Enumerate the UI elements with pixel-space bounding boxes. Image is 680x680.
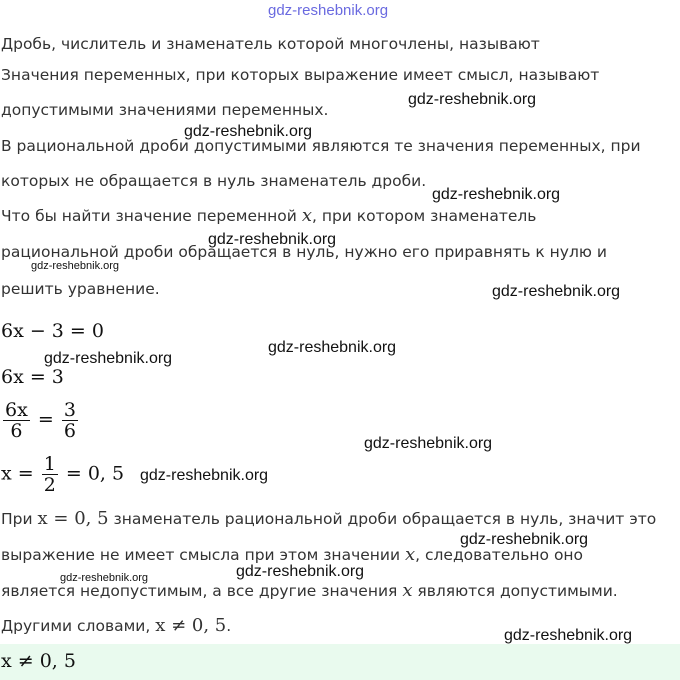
watermark: gdz-reshebnik.org xyxy=(504,627,633,644)
fraction xyxy=(3,400,30,441)
fraction xyxy=(42,454,58,495)
watermark: gdz-reshebnik.org xyxy=(364,435,493,452)
fraction-numerator: 6x xyxy=(5,399,28,421)
text-span: . xyxy=(226,617,232,635)
watermark-small: gdz-reshebnik.org xyxy=(31,260,120,272)
inline-equation: x = 0, 5 xyxy=(37,508,109,529)
inline-inequality: x ≠ 0, 5 xyxy=(155,615,227,636)
watermark: gdz-reshebnik.org xyxy=(208,231,337,248)
variable-x: x xyxy=(404,544,416,565)
method-line: рациональной дроби обращается в нуль, нужно его приравнять к нулю и xyxy=(1,243,607,261)
text-span: , следовательно оно xyxy=(415,546,584,564)
equation-3 xyxy=(1,400,80,441)
text-span: знаменатель рациональной дроби обращается в нуль, значит это xyxy=(113,510,657,528)
text-span: , при котором знаменатель xyxy=(311,207,537,225)
definition-line: Значения переменных, при которых выражение имеет смысл, называют xyxy=(1,66,600,84)
variable-x: x xyxy=(402,580,413,601)
rule-line: которых не обращается в нуль знаменатель дроби. xyxy=(1,172,427,190)
text-span: Другими словами, xyxy=(1,617,151,635)
conclusion-line xyxy=(1,582,618,600)
conclusion-line xyxy=(1,510,656,528)
method-line: решить уравнение. xyxy=(1,280,160,298)
equation-2: 6x = 3 xyxy=(1,366,64,388)
watermark: gdz-reshebnik.org xyxy=(408,91,537,108)
fraction xyxy=(62,400,78,441)
watermark-small: gdz-reshebnik.org xyxy=(60,572,149,584)
conclusion-line xyxy=(1,546,583,564)
watermark: gdz-reshebnik.org xyxy=(492,283,621,300)
rule-line: В рациональной дроби допустимыми являются те значения переменных, при xyxy=(1,137,641,155)
watermark: gdz-reshebnik.org xyxy=(460,531,589,548)
fraction-denominator: 6 xyxy=(10,420,23,442)
answer-value: x ≠ 0, 5 xyxy=(1,650,76,672)
text-span: Что бы найти значение переменной xyxy=(1,207,297,225)
summary-line xyxy=(1,617,231,635)
answer-box xyxy=(0,644,680,680)
watermark: gdz-reshebnik.org xyxy=(184,123,313,140)
equals-sign: = xyxy=(37,408,54,431)
text-span: выражение не имеет смысла при этом значении xyxy=(1,546,401,564)
definition-line: Дробь, числитель и знаменатель которой многочлены, называют xyxy=(1,35,540,53)
equation-1: 6x − 3 = 0 xyxy=(1,320,104,342)
watermark: gdz-reshebnik.org xyxy=(432,186,561,203)
method-line xyxy=(1,207,536,225)
text-span: При xyxy=(1,510,33,528)
text-span: являются допустимыми. xyxy=(417,582,618,600)
definition-line: допустимыми значениями переменных. xyxy=(1,101,329,119)
watermark: gdz-reshebnik.org xyxy=(236,563,365,580)
fraction-numerator: 1 xyxy=(43,453,56,475)
fraction-denominator: 6 xyxy=(63,420,76,442)
equation-suffix: = 0, 5 xyxy=(65,462,125,485)
watermark: gdz-reshebnik.org xyxy=(140,467,269,484)
fraction-numerator: 3 xyxy=(63,399,76,421)
watermark: gdz-reshebnik.org xyxy=(268,339,397,356)
variable-x: x xyxy=(301,205,312,226)
watermark: gdz-reshebnik.org xyxy=(44,350,173,367)
watermark-top: gdz-reshebnik.org xyxy=(268,2,389,19)
fraction-denominator: 2 xyxy=(43,474,56,496)
equation-4 xyxy=(1,454,124,495)
equation-prefix: x = xyxy=(1,462,34,485)
text-span: является недопустимым, а все другие значения xyxy=(1,582,398,600)
